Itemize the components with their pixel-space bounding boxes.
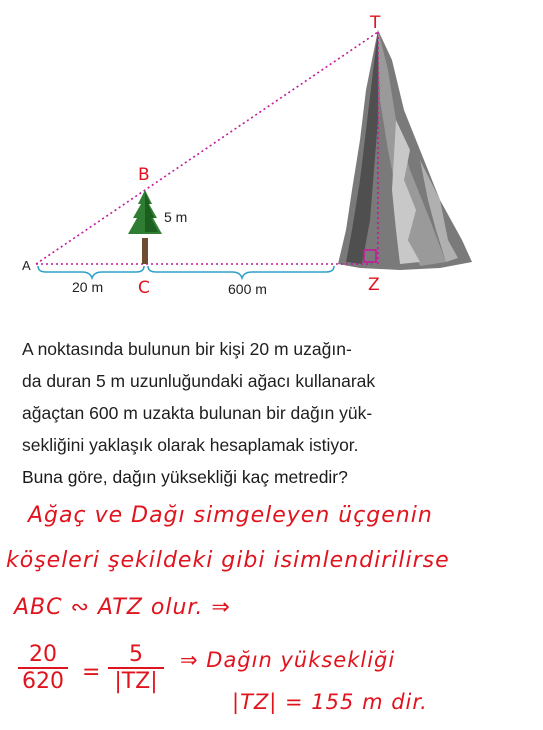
- point-c-label: C: [138, 278, 150, 298]
- problem-text: [22, 333, 522, 461]
- distance-ac-label: 20 m: [72, 279, 104, 295]
- distance-cz-label: 600 m: [228, 281, 267, 297]
- hypotenuse-line: [36, 32, 378, 264]
- handwritten-answer: |TZ| = 155 m dir.: [232, 690, 428, 714]
- fraction-denominator: |TZ|: [114, 669, 158, 694]
- problem-line: A noktasında bulunun bir kişi 20 m uzağın-: [22, 339, 352, 359]
- tree-illustration: [128, 190, 162, 264]
- problem-line: ağaçtan 600 m uzakta bulunan bir dağın yük-: [22, 403, 373, 423]
- tree-height-label: 5 m: [164, 209, 188, 225]
- fraction-denominator: 620: [22, 669, 64, 694]
- point-t-label: T: [370, 13, 381, 33]
- problem-line: da duran 5 m uzunluğundaki ağacı kullanarak: [22, 371, 376, 391]
- handwritten-solution-line: köşeleri şekildeki gibi isimlendirilirse: [6, 548, 450, 573]
- handwritten-solution-line: ABC ∾ ATZ olur. ⇒: [14, 595, 231, 620]
- handwritten-solution-line: ⇒ Dağın yüksekliği: [180, 648, 396, 672]
- brace-cz: [148, 266, 334, 278]
- point-z-label: Z: [368, 275, 380, 295]
- fraction-left: [18, 642, 68, 694]
- point-b-label: B: [138, 165, 150, 185]
- geometry-figure: [0, 0, 543, 320]
- fraction-right: [108, 642, 164, 694]
- fraction-numerator: 5: [108, 642, 164, 669]
- equals-sign: =: [82, 660, 101, 685]
- problem-line: sekliğini yaklaşık olarak hesaplamak istiyor.: [22, 435, 359, 455]
- mountain-illustration: [338, 30, 472, 270]
- point-a-label: A: [22, 258, 31, 273]
- fraction-numerator: 20: [18, 642, 68, 669]
- brace-ac: [38, 266, 144, 278]
- question-text: Buna göre, dağın yüksekliği kaç metredir?: [22, 467, 348, 487]
- handwritten-solution-line: Ağaç ve Dağı simgeleyen üçgenin: [28, 503, 433, 528]
